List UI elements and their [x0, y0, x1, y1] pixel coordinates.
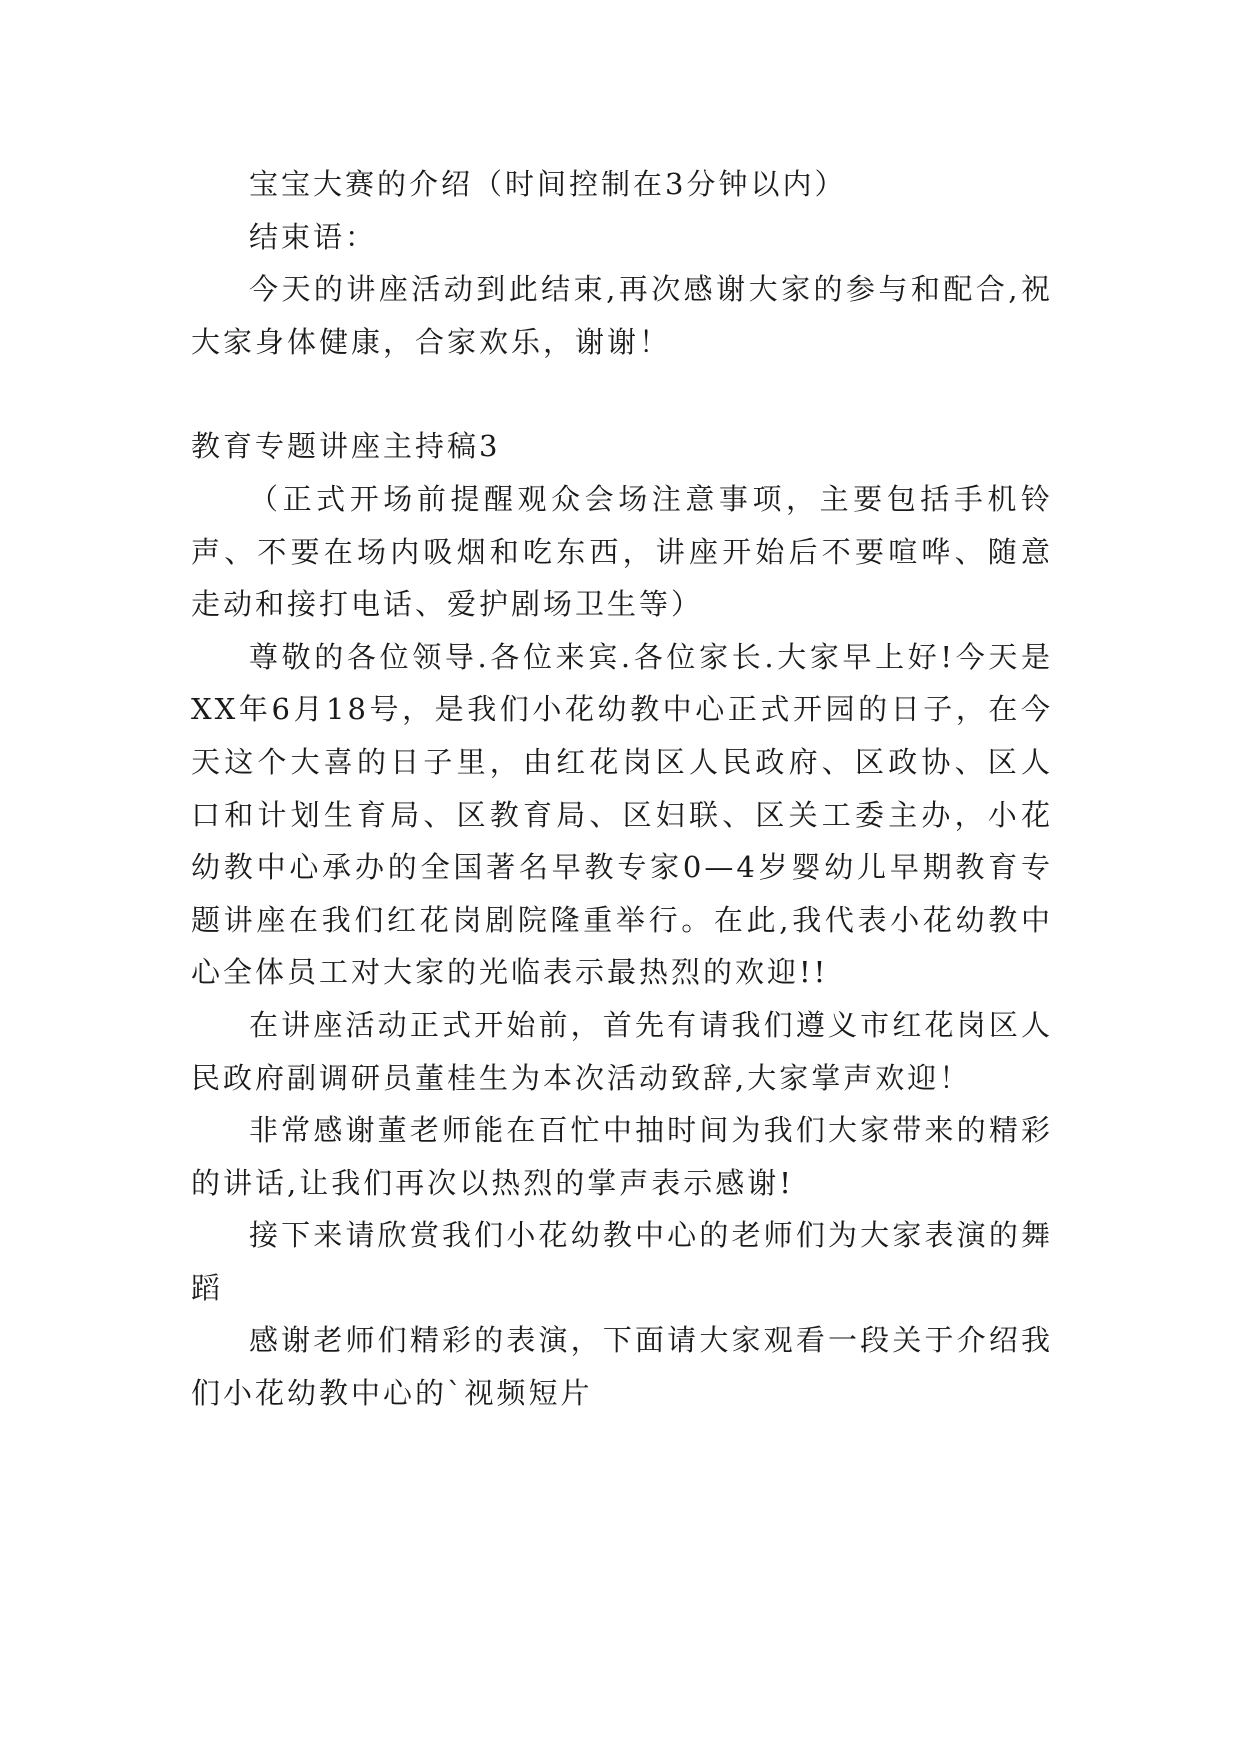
section-title: 教育专题讲座主持稿3: [191, 429, 501, 464]
paragraph-baby-contest-intro: 宝宝大赛的介绍（时间控制在3分钟以内）: [249, 167, 847, 201]
paragraph-invite-speech: 在讲座活动正式开始前，首先有请我们遵义市红花岗区人民政府副调研员董桂生为本次活动致辞,大家掌声欢迎！: [191, 1007, 1053, 1095]
paragraph-opening-greeting: 尊敬的各位领导.各位来宾.各位家长.大家早上好!今天是XX年6月18号，是我们小花幼教中心正式开园的日子，在今天这个大喜的日子里，由红花岗区人民政府、区政协、区人口和计划生育局、区教育局、区妇联、区关工委主办，小花幼教中心承办的全国著名早教专家0—4岁婴幼儿早期教育专题讲座在我们红花岗剧院隆重举行。在此,我代表小花幼教中心全体员工对大家的光临表示最热烈的欢迎!!: [191, 639, 1053, 990]
paragraph-dance-performance: 接下来请欣赏我们小花幼教中心的老师们为大家表演的舞蹈: [191, 1218, 1053, 1305]
section-gap: [191, 368, 1053, 420]
document-body: [191, 158, 1053, 1420]
paragraph-closing-label: 结束语：: [249, 219, 378, 254]
paragraph-thanks-speech: 非常感谢董老师能在百忙中抽时间为我们大家带来的精彩的讲话,让我们再次以热烈的掌声表示感谢!: [191, 1113, 1053, 1200]
paragraph-video-intro: 感谢老师们精彩的表演，下面请大家观看一段关于介绍我们小花幼教中心的`视频短片: [191, 1323, 1053, 1411]
paragraph-venue-notice: （正式开场前提醒观众会场注意事项，主要包括手机铃声、不要在场内吸烟和吃东西，讲座开始后不要喧哗、随意走动和接打电话、爱护剧场卫生等）: [191, 481, 1053, 622]
paragraph-closing-remarks: 今天的讲座活动到此结束,再次感谢大家的参与和配合,祝大家身体健康，合家欢乐，谢谢！: [191, 272, 1053, 359]
